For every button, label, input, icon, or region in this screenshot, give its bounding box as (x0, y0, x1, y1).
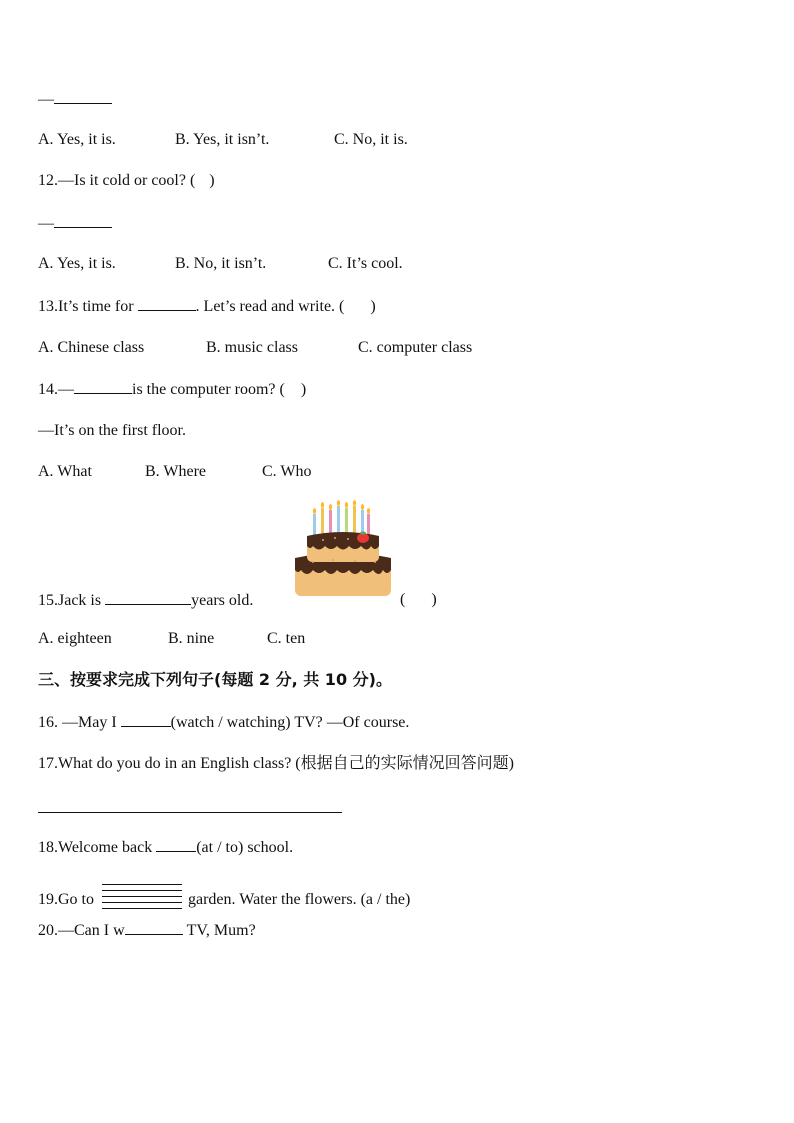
q13-before: 13.It’s time for (38, 298, 134, 315)
q14-after: is the computer room? ( (132, 381, 285, 398)
birthday-cake-image (293, 500, 393, 600)
q14-answer: —It’s on the first floor. (38, 422, 186, 439)
q12-option-c: C. It’s cool. (328, 255, 403, 272)
q16-after: (watch / watching) TV? —Of course. (170, 714, 410, 731)
q18-after: (at / to) school. (196, 839, 294, 856)
q15-option-a: A. eighteen (38, 630, 112, 647)
q19-question (38, 884, 410, 910)
q12-option-a: A. Yes, it is. (38, 255, 116, 272)
q14-answer-paren-space[interactable] (285, 380, 301, 394)
q19-blank[interactable] (102, 884, 182, 910)
q16-blank[interactable] (121, 712, 171, 727)
q15-answer-paren (400, 590, 437, 610)
q20-before: 20.—Can I w (38, 922, 125, 939)
q17-question: 17.What do you do in an English class? (根据自己的实际情况回答问题) (38, 755, 514, 772)
q13-option-a: A. Chinese class (38, 339, 145, 356)
q15-question (38, 590, 253, 611)
q17-answer-line[interactable] (38, 812, 342, 813)
q15-option-c: C. ten (267, 630, 306, 647)
q14-options (38, 462, 311, 482)
q12-option-b: B. No, it isn’t. (175, 255, 267, 272)
q12-question-text: 12.—Is it cold or cool? ( (38, 172, 196, 189)
q13-options (38, 338, 472, 358)
q18-blank[interactable] (156, 837, 196, 852)
q18-question (38, 837, 293, 858)
q14-before: 14.— (38, 381, 74, 398)
q20-blank[interactable] (125, 920, 183, 935)
q15-blank[interactable] (105, 590, 191, 605)
q20-after: TV, Mum? (186, 922, 256, 939)
section3-heading: 三、按要求完成下列句子(每题 2 分, 共 10 分)。 (38, 670, 392, 689)
q11-option-c: C. No, it is. (334, 131, 408, 148)
q12-answer-prefix: — (38, 215, 54, 232)
q15-answer-paren-space[interactable] (405, 590, 431, 604)
q14-question (38, 379, 306, 400)
q11-options (38, 130, 408, 150)
q15-after: years old. (191, 592, 254, 609)
q13-answer-paren-space[interactable] (344, 297, 370, 311)
q11-answer-line (38, 89, 112, 110)
q18-before: 18.Welcome back (38, 839, 153, 856)
q13-after: . Let’s read and write. ( (195, 298, 345, 315)
q11-option-a: A. Yes, it is. (38, 131, 116, 148)
q12-answer-paren-space[interactable] (195, 171, 209, 185)
q12-options (38, 254, 403, 274)
q15-options (38, 629, 305, 649)
q20-question (38, 920, 256, 941)
q19-after: garden. Water the flowers. (a / the) (188, 891, 411, 908)
q15-option-b: B. nine (168, 630, 215, 647)
q12-answer-blank[interactable] (54, 213, 112, 228)
q12-paren-close: ) (209, 172, 215, 189)
q14-option-b: B. Where (145, 463, 207, 480)
q13-question (38, 296, 376, 317)
q15-paren-close: ) (431, 591, 437, 608)
q12-question (38, 171, 215, 191)
q14-paren-close: ) (300, 381, 307, 398)
q19-before: 19.Go to (38, 891, 94, 908)
q11-answer-prefix: — (38, 91, 54, 108)
q13-option-c: C. computer class (358, 339, 473, 356)
q14-blank[interactable] (74, 379, 132, 394)
q16-before: 16. —May I (38, 714, 117, 731)
q14-option-a: A. What (38, 463, 92, 480)
q11-answer-blank[interactable] (54, 89, 112, 104)
q12-answer-line (38, 213, 112, 234)
q13-option-b: B. music class (206, 339, 298, 356)
q13-paren-close: ) (370, 298, 376, 315)
q11-option-b: B. Yes, it isn’t. (175, 131, 270, 148)
q13-blank[interactable] (138, 296, 196, 311)
q16-question (38, 712, 409, 733)
q14-option-c: C. Who (262, 463, 312, 480)
q15-before: 15.Jack is (38, 592, 102, 609)
q15-paren-open: ( (400, 591, 406, 608)
